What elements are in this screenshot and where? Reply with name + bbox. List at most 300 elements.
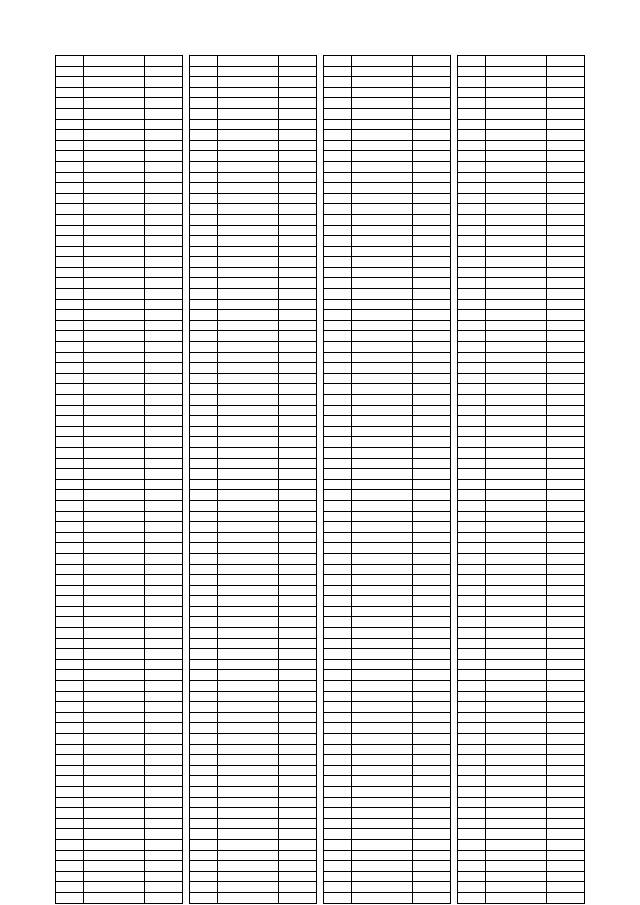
table-cell [278, 585, 316, 596]
table-cell [56, 140, 84, 151]
table-row [56, 659, 183, 670]
table-row [56, 649, 183, 660]
table-row [190, 320, 317, 331]
table-cell [324, 225, 352, 236]
table-cell [352, 373, 413, 384]
table-cell [324, 861, 352, 872]
table-cell [458, 575, 486, 586]
table-row [56, 564, 183, 575]
table-cell [412, 56, 450, 67]
table-cell [458, 204, 486, 215]
table-cell [458, 183, 486, 194]
table-cell [144, 818, 182, 829]
table-row [324, 617, 451, 628]
table-cell [56, 236, 84, 247]
table-cell [352, 734, 413, 745]
table-row [458, 500, 585, 511]
table-row [458, 543, 585, 554]
table-cell [144, 299, 182, 310]
table-cell [458, 839, 486, 850]
table-row [324, 289, 451, 300]
table-cell [144, 405, 182, 416]
table-cell [190, 98, 218, 109]
table-row [324, 744, 451, 755]
table-cell [84, 193, 145, 204]
table-row [190, 712, 317, 723]
table-cell [546, 892, 584, 903]
table-cell [458, 681, 486, 692]
table-row [324, 98, 451, 109]
table-row [56, 342, 183, 353]
table-row [56, 193, 183, 204]
table-row [458, 734, 585, 745]
table-cell [218, 723, 279, 734]
table-cell [218, 278, 279, 289]
table-cell [546, 246, 584, 257]
table-cell [412, 437, 450, 448]
table-cell [84, 723, 145, 734]
table-row [190, 267, 317, 278]
table-cell [218, 511, 279, 522]
table-cell [278, 225, 316, 236]
table-row [458, 744, 585, 755]
table-cell [190, 278, 218, 289]
table-row [458, 575, 585, 586]
table-cell [218, 458, 279, 469]
table-cell [56, 98, 84, 109]
table-cell [546, 511, 584, 522]
table-cell [218, 204, 279, 215]
table-row [458, 342, 585, 353]
table-cell [486, 765, 547, 776]
table-cell [56, 818, 84, 829]
table-cell [278, 522, 316, 533]
table-cell [324, 384, 352, 395]
table-cell [190, 416, 218, 427]
table-cell [190, 829, 218, 840]
table-cell [546, 108, 584, 119]
table-cell [278, 56, 316, 67]
table-row [324, 479, 451, 490]
table-row [458, 755, 585, 766]
table-cell [144, 342, 182, 353]
table-cell [190, 151, 218, 162]
table-cell [486, 193, 547, 204]
table-cell [84, 797, 145, 808]
table-cell [278, 257, 316, 268]
table-cell [546, 532, 584, 543]
table-row [56, 172, 183, 183]
table-cell [218, 522, 279, 533]
table-cell [324, 786, 352, 797]
table-cell [324, 363, 352, 374]
table-cell [144, 437, 182, 448]
table-cell [84, 490, 145, 501]
table-cell [190, 882, 218, 893]
table-cell [546, 204, 584, 215]
table-row [458, 553, 585, 564]
table-cell [84, 543, 145, 554]
table-row [56, 829, 183, 840]
table-row [56, 670, 183, 681]
table-cell [412, 871, 450, 882]
table-cell [352, 447, 413, 458]
table-cell [324, 161, 352, 172]
table-cell [412, 426, 450, 437]
table-cell [458, 861, 486, 872]
table-cell [84, 416, 145, 427]
table-row [324, 681, 451, 692]
table-cell [352, 437, 413, 448]
table-cell [218, 363, 279, 374]
table-row [458, 628, 585, 639]
table-cell [546, 257, 584, 268]
table-cell [84, 246, 145, 257]
table-cell [278, 490, 316, 501]
table-row [190, 892, 317, 903]
table-cell [546, 829, 584, 840]
table-cell [218, 776, 279, 787]
table-row [458, 267, 585, 278]
table-cell [546, 278, 584, 289]
table-row [56, 87, 183, 98]
table-cell [84, 405, 145, 416]
table-cell [324, 596, 352, 607]
table-cell [546, 797, 584, 808]
table-cell [190, 299, 218, 310]
table-cell [190, 744, 218, 755]
table-cell [546, 66, 584, 77]
table-cell [458, 712, 486, 723]
table-row [190, 829, 317, 840]
table-cell [84, 575, 145, 586]
table-cell [56, 405, 84, 416]
table-row [324, 140, 451, 151]
table-cell [144, 564, 182, 575]
table-row [56, 882, 183, 893]
table-row [190, 416, 317, 427]
table-row [190, 744, 317, 755]
table-cell [412, 575, 450, 586]
table-cell [486, 320, 547, 331]
table-cell [56, 681, 84, 692]
table-row [324, 447, 451, 458]
table-row [324, 786, 451, 797]
table-cell [84, 712, 145, 723]
table-cell [190, 310, 218, 321]
table-cell [486, 479, 547, 490]
table-cell [218, 108, 279, 119]
table-cell [352, 384, 413, 395]
table-cell [486, 564, 547, 575]
table-row [458, 246, 585, 257]
table-cell [278, 342, 316, 353]
table-cell [324, 691, 352, 702]
table-cell [546, 681, 584, 692]
table-row [190, 797, 317, 808]
table-cell [56, 267, 84, 278]
table-cell [218, 352, 279, 363]
table-cell [324, 214, 352, 225]
table-cell [190, 77, 218, 88]
table-row [458, 236, 585, 247]
table-cell [190, 670, 218, 681]
table-row [324, 628, 451, 639]
table-cell [190, 818, 218, 829]
table-cell [352, 98, 413, 109]
table-cell [84, 320, 145, 331]
table-cell [278, 267, 316, 278]
table-cell [144, 670, 182, 681]
table-cell [546, 140, 584, 151]
table-cell [486, 522, 547, 533]
table-cell [56, 702, 84, 713]
table-cell [144, 426, 182, 437]
table-cell [486, 289, 547, 300]
table-cell [486, 469, 547, 480]
table-cell [352, 755, 413, 766]
table-cell [486, 246, 547, 257]
table-cell [458, 500, 486, 511]
table-cell [144, 161, 182, 172]
table-cell [486, 130, 547, 141]
table-row [458, 479, 585, 490]
table-cell [324, 267, 352, 278]
table-cell [412, 130, 450, 141]
table-cell [278, 299, 316, 310]
table-cell [218, 606, 279, 617]
table-cell [144, 172, 182, 183]
table-cell [324, 575, 352, 586]
table-row [56, 130, 183, 141]
table-cell [278, 172, 316, 183]
table-row [324, 776, 451, 787]
table-cell [84, 861, 145, 872]
table-cell [352, 638, 413, 649]
table-cell [190, 289, 218, 300]
table-cell [56, 130, 84, 141]
table-row [190, 447, 317, 458]
table-cell [218, 659, 279, 670]
table-cell [412, 140, 450, 151]
table-row [190, 246, 317, 257]
table-cell [218, 373, 279, 384]
table-cell [352, 310, 413, 321]
table-cell [352, 490, 413, 501]
table-cell [278, 87, 316, 98]
table-cell [218, 553, 279, 564]
table-cell [218, 56, 279, 67]
table-row [324, 320, 451, 331]
table-cell [278, 437, 316, 448]
table-row [324, 236, 451, 247]
table-cell [324, 140, 352, 151]
table-cell [324, 723, 352, 734]
table-cell [324, 818, 352, 829]
table-cell [56, 490, 84, 501]
table-cell [486, 786, 547, 797]
table-row [324, 331, 451, 342]
table-cell [144, 246, 182, 257]
table-cell [84, 331, 145, 342]
table-cell [218, 882, 279, 893]
table-row [458, 257, 585, 268]
table-cell [324, 437, 352, 448]
table-cell [144, 447, 182, 458]
table-cell [218, 628, 279, 639]
table-cell [324, 681, 352, 692]
table-row [458, 395, 585, 406]
table-cell [56, 299, 84, 310]
table-cell [546, 289, 584, 300]
table-cell [352, 871, 413, 882]
table-cell [84, 606, 145, 617]
table-cell [458, 786, 486, 797]
table-cell [458, 522, 486, 533]
table-row [324, 214, 451, 225]
table-cell [278, 395, 316, 406]
table-cell [352, 130, 413, 141]
table-cell [324, 490, 352, 501]
table-row [324, 712, 451, 723]
table-cell [352, 320, 413, 331]
table-cell [190, 130, 218, 141]
table-cell [486, 278, 547, 289]
table-cell [56, 77, 84, 88]
table-row [458, 691, 585, 702]
table-row [56, 363, 183, 374]
table-row [324, 723, 451, 734]
table-cell [218, 214, 279, 225]
table-cell [278, 649, 316, 660]
table-cell [144, 617, 182, 628]
table-cell [278, 638, 316, 649]
data-table [323, 55, 451, 904]
table-cell [458, 479, 486, 490]
table-cell [144, 458, 182, 469]
table-cell [458, 437, 486, 448]
table-cell [144, 522, 182, 533]
table-row [324, 384, 451, 395]
table-cell [324, 585, 352, 596]
table-row [190, 395, 317, 406]
table-cell [352, 702, 413, 713]
table-row [56, 500, 183, 511]
table-row [56, 225, 183, 236]
table-cell [190, 405, 218, 416]
table-cell [458, 405, 486, 416]
table-row [324, 638, 451, 649]
table-cell [546, 469, 584, 480]
table-cell [56, 469, 84, 480]
table-cell [486, 352, 547, 363]
table-cell [486, 151, 547, 162]
table-row [458, 511, 585, 522]
table-cell [84, 638, 145, 649]
table-cell [56, 289, 84, 300]
table-row [324, 818, 451, 829]
table-cell [324, 712, 352, 723]
table-cell [278, 596, 316, 607]
table-cell [352, 342, 413, 353]
table-row [56, 331, 183, 342]
table-row [56, 585, 183, 596]
table-cell [278, 628, 316, 639]
table-row [56, 723, 183, 734]
table-row [56, 108, 183, 119]
table-row [190, 500, 317, 511]
table-cell [352, 108, 413, 119]
table-cell [278, 416, 316, 427]
table-cell [190, 363, 218, 374]
table-cell [324, 87, 352, 98]
table-cell [486, 310, 547, 321]
table-row [190, 702, 317, 713]
table-cell [190, 522, 218, 533]
table-cell [278, 469, 316, 480]
table-cell [352, 289, 413, 300]
table-cell [278, 183, 316, 194]
table-cell [144, 511, 182, 522]
table-cell [144, 87, 182, 98]
table-cell [56, 66, 84, 77]
table-cell [84, 808, 145, 819]
table-cell [352, 395, 413, 406]
table-cell [144, 130, 182, 141]
table-cell [546, 628, 584, 639]
table-block-3 [323, 55, 451, 850]
table-cell [546, 183, 584, 194]
table-cell [324, 373, 352, 384]
table-cell [144, 596, 182, 607]
table-cell [278, 405, 316, 416]
table-cell [352, 352, 413, 363]
table-cell [486, 670, 547, 681]
table-row [324, 151, 451, 162]
table-cell [56, 161, 84, 172]
table-cell [458, 882, 486, 893]
table-cell [144, 606, 182, 617]
table-cell [56, 839, 84, 850]
table-row [56, 522, 183, 533]
table-cell [218, 320, 279, 331]
table-cell [458, 108, 486, 119]
table-row [190, 469, 317, 480]
table-cell [144, 892, 182, 903]
table-cell [458, 395, 486, 406]
table-cell [56, 892, 84, 903]
table-cell [56, 575, 84, 586]
table-cell [458, 331, 486, 342]
table-cell [218, 755, 279, 766]
table-row [56, 384, 183, 395]
table-cell [56, 183, 84, 194]
table-cell [218, 257, 279, 268]
table-row [324, 734, 451, 745]
table-cell [84, 437, 145, 448]
table-row [458, 469, 585, 480]
table-cell [324, 808, 352, 819]
table-cell [352, 183, 413, 194]
table-cell [546, 818, 584, 829]
table-cell [84, 289, 145, 300]
table-cell [84, 257, 145, 268]
table-row [324, 585, 451, 596]
table-cell [56, 553, 84, 564]
table-cell [84, 617, 145, 628]
table-row [56, 161, 183, 172]
table-cell [56, 765, 84, 776]
